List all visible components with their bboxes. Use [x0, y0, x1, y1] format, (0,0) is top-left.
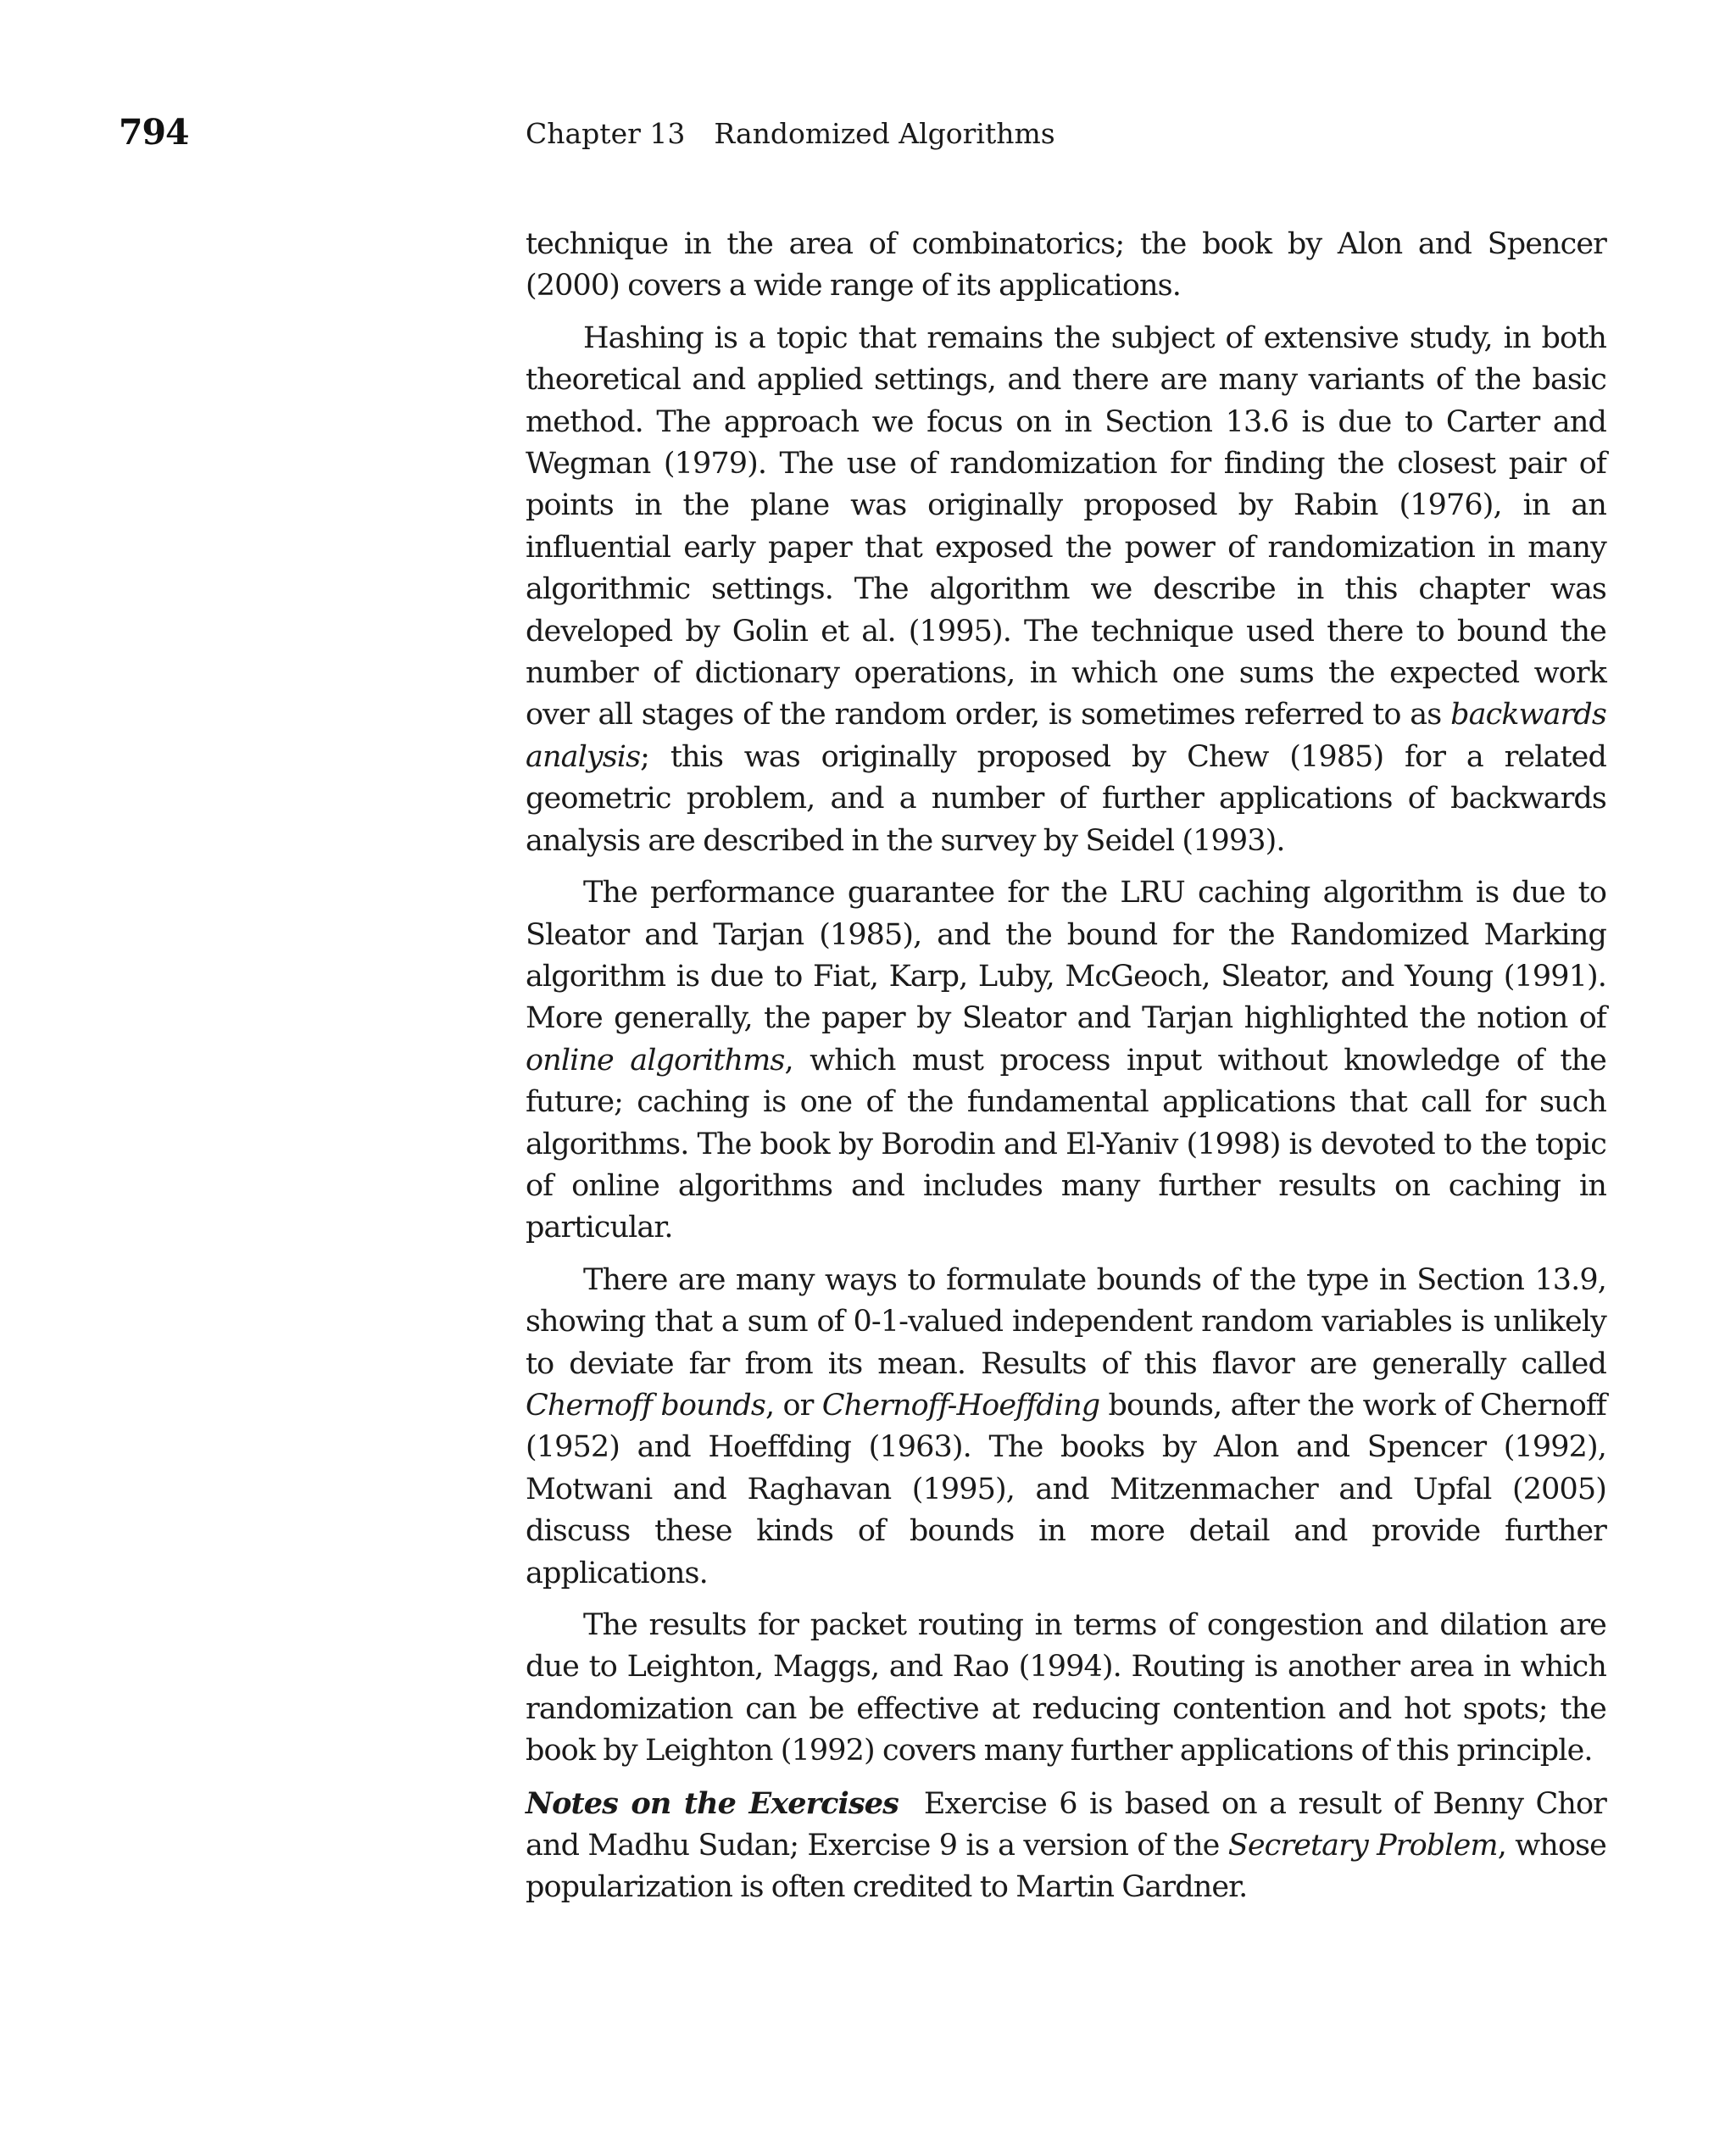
paragraph-text: bounds, after the work of Chernoff (1952) and Hoeffding (1963). The books by Alon and Spencer (1992), Motwani and Raghavan (1995), and Mitzenmacher and Upfal (2005) discuss these kinds of bounds in more detail and provide further applications. [526, 1388, 1606, 1590]
paragraph-caching [526, 872, 1606, 1250]
paragraph-text: , whose popularization is often credited to Martin Gardner. [526, 1829, 1606, 1905]
paragraph-text: There are many ways to formulate bounds of the type in Section 13.9, showing that a sum of 0-1-valued independent random variables is unlikely to deviate far from its mean. Results of this flavor are generally called [526, 1262, 1606, 1381]
paragraph-text: ; this was originally proposed by Chew (1985) for a related geometric problem, and a number of further applications of backwards analysis are described in the survey by Seidel (1993). [526, 739, 1606, 858]
chapter-title: Randomized Algorithms [714, 117, 1055, 150]
paragraph-hashing [526, 318, 1606, 862]
paragraph-text: technique in the area of combinatorics; the book by Alon and Spencer (2000) covers a wide range of its applications. [526, 227, 1606, 304]
paragraph-notes-exercises [526, 1783, 1606, 1909]
term-backwards-analysis: backwards analysis [526, 698, 1606, 774]
running-head [526, 117, 1055, 150]
paragraph-text: The performance guarantee for the LRU caching algorithm is due to Sleator and Tarjan (1985), and the bound for the Randomized Marking algorithm is due to Fiat, Karp, Luby, McGeoch, Sleator, and Young (1991). More generally, the paper by Sleator and Tarjan highlighted the notion of [526, 876, 1606, 1036]
page-number: 794 [119, 112, 189, 153]
paragraph-chernoff [526, 1260, 1606, 1595]
notes-heading: Notes on the Exercises [526, 1785, 899, 1821]
paragraph-routing [526, 1605, 1606, 1773]
term-online-algorithms: online algorithms [526, 1043, 785, 1078]
paragraph-text: The results for packet routing in terms of congestion and dilation are due to Leighton, Maggs, and Rao (1994). Routing is another area in which randomization can be effective at reducing contention and hot spots; the book by Leighton (1992) covers many further applications of this principle. [526, 1608, 1606, 1768]
term-chernoff-hoeffding: Chernoff-Hoeffding [821, 1388, 1100, 1423]
paragraph-text: , or [765, 1388, 822, 1423]
paragraph-text: Exercise 6 is based on a result of Benny Chor and Madhu Sudan; Exercise 9 is a version of the [526, 1786, 1606, 1863]
paragraph-text: , which must process input without knowledge of the future; caching is one of the fundamental applications that call for such algorithms. The book by Borodin and El-Yaniv (1998) is devoted to the topic of online algorithms and includes many further results on caching in particular. [526, 1043, 1606, 1245]
paragraph-text: Hashing is a topic that remains the subject of extensive study, in both theoretical and applied settings, and there are many variants of the basic method. The approach we focus on in Section 13.6 is due to Carter and Wegman (1979). The use of randomization for finding the closest pair of points in the plane was originally proposed by Rabin (1976), in an influential early paper that exposed the power of randomization in many algorithmic settings. The algorithm we describe in this chapter was developed by Golin et al. (1995). The technique used there to bound the number of dictionary operations, in which one sums the expected work over all stages of the random order, is sometimes referred to as [526, 320, 1606, 732]
chapter-label: Chapter 13 [526, 117, 686, 150]
term-chernoff-bounds: Chernoff bounds [526, 1388, 765, 1423]
term-secretary-problem: Secretary Problem [1227, 1829, 1498, 1863]
body-text [526, 224, 1606, 1919]
paragraph-combinatorics [526, 224, 1606, 308]
